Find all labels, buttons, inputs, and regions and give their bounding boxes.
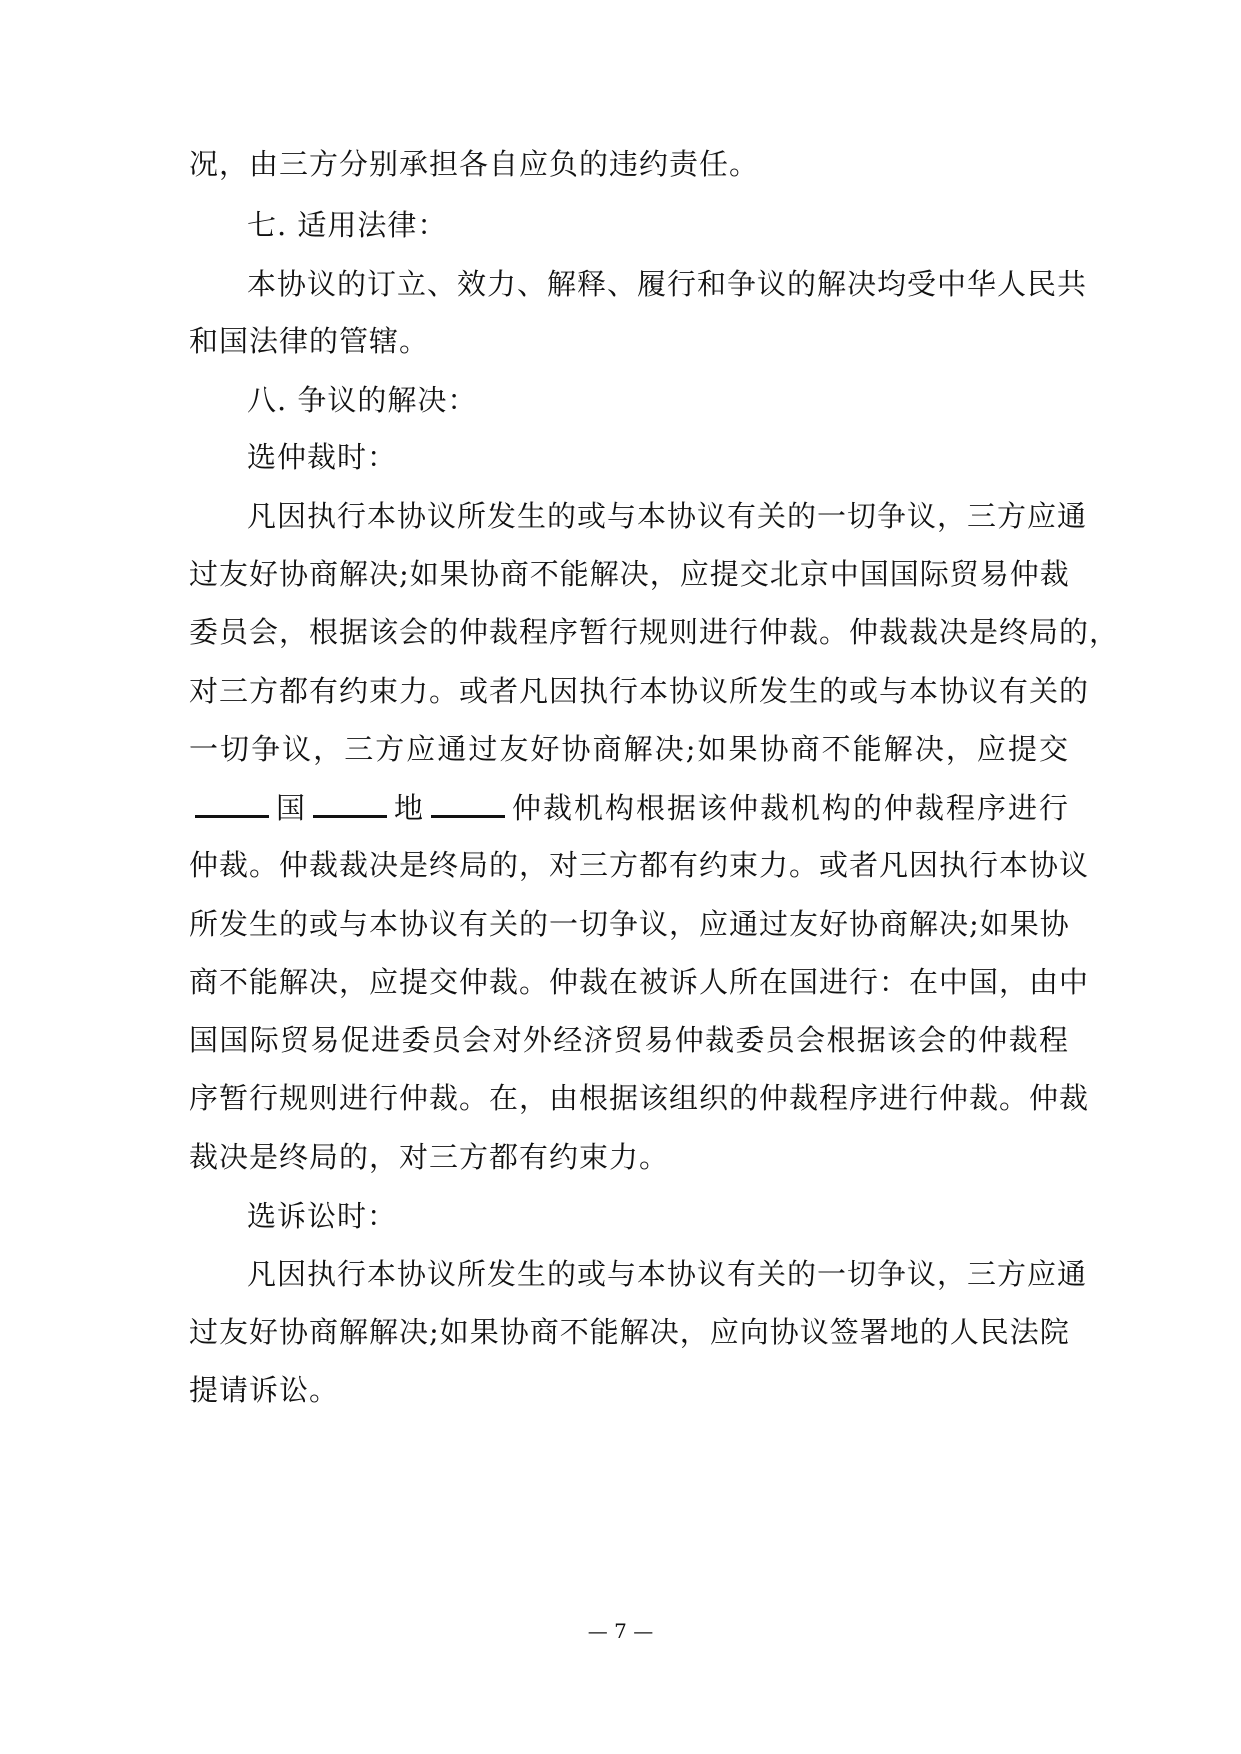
text-line: 所发生的或与本协议有关的一切争议，应通过友好协商解决;如果协 [189, 907, 1070, 941]
text-line: 和国法律的管辖。 [189, 324, 430, 358]
blank-field-institution [431, 787, 505, 818]
text-line: 本协议的订立、效力、解释、履行和争议的解决均受中华人民共 [247, 267, 1088, 301]
text-line: 序暂行规则进行仲裁。在，由根据该组织的仲裁程序进行仲裁。仲裁 [189, 1081, 1090, 1115]
text-line: 对三方都有约束力。或者凡因执行本协议所发生的或与本协议有关的 [189, 674, 1090, 708]
text-line: 国国际贸易促进委员会对外经济贸易仲裁委员会根据该会的仲裁程 [189, 1023, 1069, 1057]
text-line: 裁决是终局的，对三方都有约束力。 [189, 1140, 670, 1174]
text-line: 过友好协商解决;如果协商不能解决，应提交北京中国国际贸易仲裁 [189, 557, 1070, 591]
label-place: 地 [393, 791, 425, 825]
text-line: 一切争议，三方应通过友好协商解决;如果协商不能解决，应提交 [189, 732, 1069, 766]
blank-line-rest: 仲裁机构根据该仲裁机构的仲裁程序进行 [511, 791, 1069, 825]
label-country: 国 [275, 791, 307, 825]
subheading-litigation: 选诉讼时： [247, 1199, 398, 1233]
text-line: 提请诉讼。 [189, 1373, 340, 1407]
text-line: 商不能解决，应提交仲裁。仲裁在被诉人所在国进行：在中国，由中 [189, 965, 1090, 999]
text-line: 况，由三方分别承担各自应负的违约责任。 [189, 147, 760, 181]
section-heading-dispute-resolution: 八. 争议的解决： [247, 383, 478, 417]
text-line: 过友好协商解解决;如果协商不能解决，应向协议签署地的人民法院 [189, 1315, 1070, 1349]
text-line: 凡因执行本协议所发生的或与本协议有关的一切争议，三方应通 [247, 1257, 1088, 1291]
subheading-arbitration: 选仲裁时： [247, 440, 398, 474]
blank-field-place [313, 787, 387, 818]
blank-field-country [195, 787, 269, 818]
text-line: 委员会，根据该会的仲裁程序暂行规则进行仲裁。仲裁裁决是终局的， [189, 615, 1120, 649]
blank-fill-line [189, 787, 1069, 828]
text-line: 仲裁。仲裁裁决是终局的，对三方都有约束力。或者凡因执行本协议 [189, 848, 1090, 882]
page-number: — 7 — [587, 1619, 654, 1643]
section-heading-applicable-law: 七. 适用法律： [247, 208, 448, 242]
text-line: 凡因执行本协议所发生的或与本协议有关的一切争议，三方应通 [247, 499, 1088, 533]
